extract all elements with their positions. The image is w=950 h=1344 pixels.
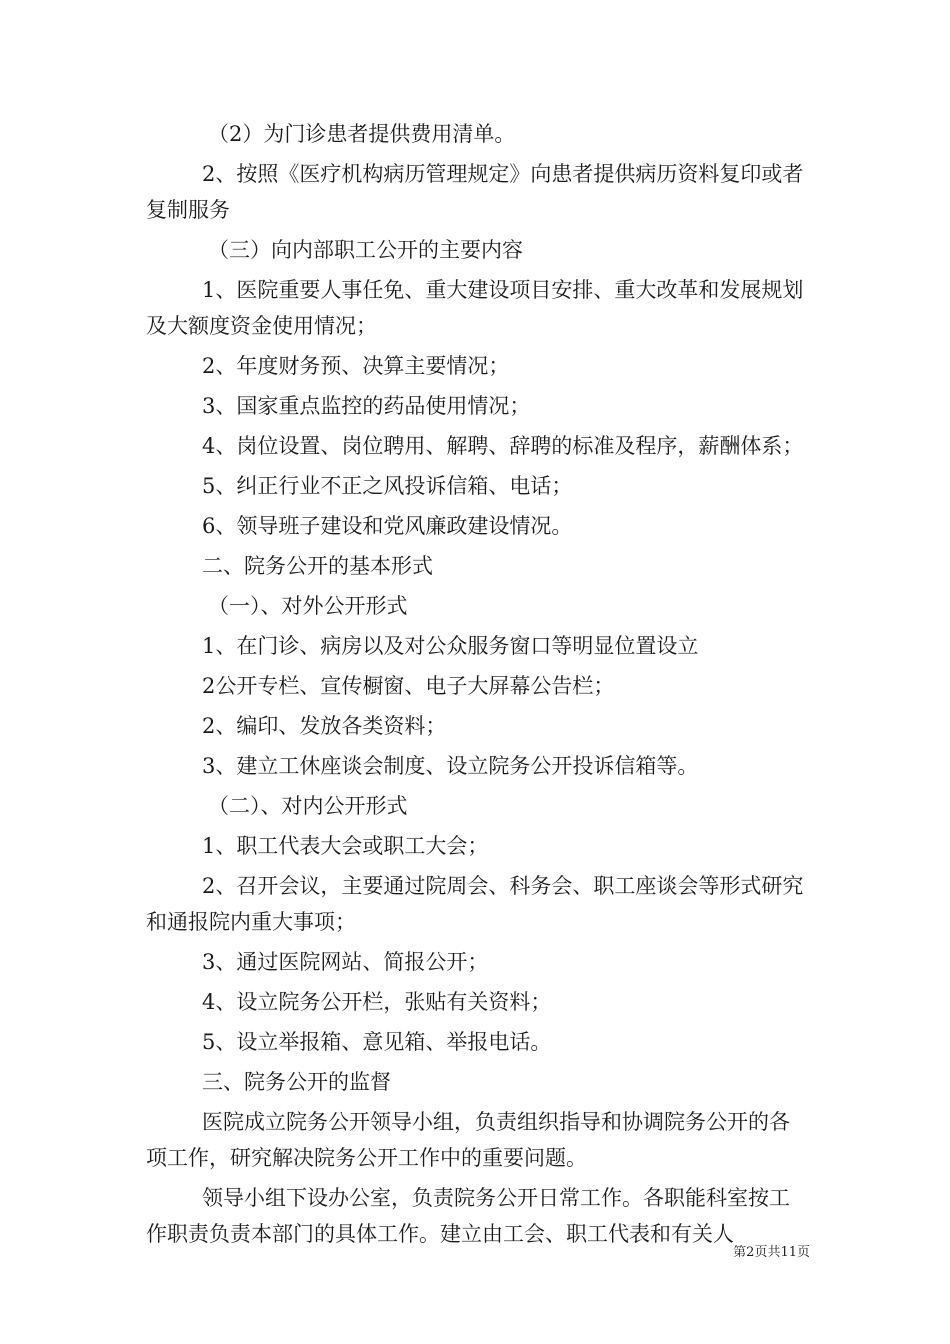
paragraph-internal-2: 2、年度财务预、决算主要情况； [202,354,510,378]
subsection-heading-external-forms: （一）、对外公开形式 [208,594,408,618]
paragraph-supervision-1: 医院成立院务公开领导小组，负责组织指导和协调院务公开的各项工作，研究解决院务公开工作中的重要问题。 [146,1110,790,1170]
page-number-footer: 第2页共11页 [733,1245,810,1260]
paragraph-internal-form-4: 4、设立院务公开栏，张贴有关资料； [202,990,552,1014]
subsection-heading-internal-forms: （二）、对内公开形式 [208,794,408,818]
paragraph-internal-5: 5、纠正行业不正之风投诉信箱、电话； [202,474,573,498]
paragraph-internal-3: 3、国家重点监控的药品使用情况； [202,394,531,418]
section-heading-supervision: 三、院务公开的监督 [202,1070,391,1094]
paragraph-external-2: 2公开专栏、宣传橱窗、电子大屏幕公告栏； [202,674,615,698]
section-heading-basic-forms: 二、院务公开的基本形式 [202,554,433,578]
paragraph-internal-form-5: 5、设立举报箱、意见箱、举报电话。 [202,1030,552,1054]
paragraph-internal-1: 1、医院重要人事任免、重大建设项目安排、重大改革和发展规划及大额度资金使用情况； [146,278,804,338]
paragraph-external-3: 2、编印、发放各类资料； [202,714,447,738]
paragraph-external-4: 3、建立工休座谈会制度、设立院务公开投诉信箱等。 [202,754,699,778]
section-heading-internal-content: （三）向内部职工公开的主要内容 [208,238,523,262]
paragraph-fee-list: （2）为门诊患者提供费用清单。 [208,122,516,146]
paragraph-supervision-2: 领导小组下设办公室，负责院务公开日常工作。各职能科室按工作职责负责本部门的具体工作。建立由工会、职工代表和有关人 [146,1186,790,1246]
paragraph-internal-form-3: 3、通过医院网站、简报公开； [202,950,489,974]
paragraph-internal-6: 6、领导班子建设和党风廉政建设情况。 [202,514,573,538]
paragraph-internal-form-1: 1、职工代表大会或职工大会； [202,834,489,858]
paragraph-internal-form-2: 2、召开会议，主要通过院周会、科务会、职工座谈会等形式研究和通报院内重大事项； [146,874,804,934]
paragraph-internal-4: 4、岗位设置、岗位聘用、解聘、辞聘的标准及程序，薪酬体系； [202,434,804,458]
paragraph-external-1: 1、在门诊、病房以及对公众服务窗口等明显位置设立 [202,634,699,658]
paragraph-medical-records: 2、按照《医疗机构病历管理规定》向患者提供病历资料复印或者复制服务 [146,162,804,222]
document-body [146,116,810,1252]
